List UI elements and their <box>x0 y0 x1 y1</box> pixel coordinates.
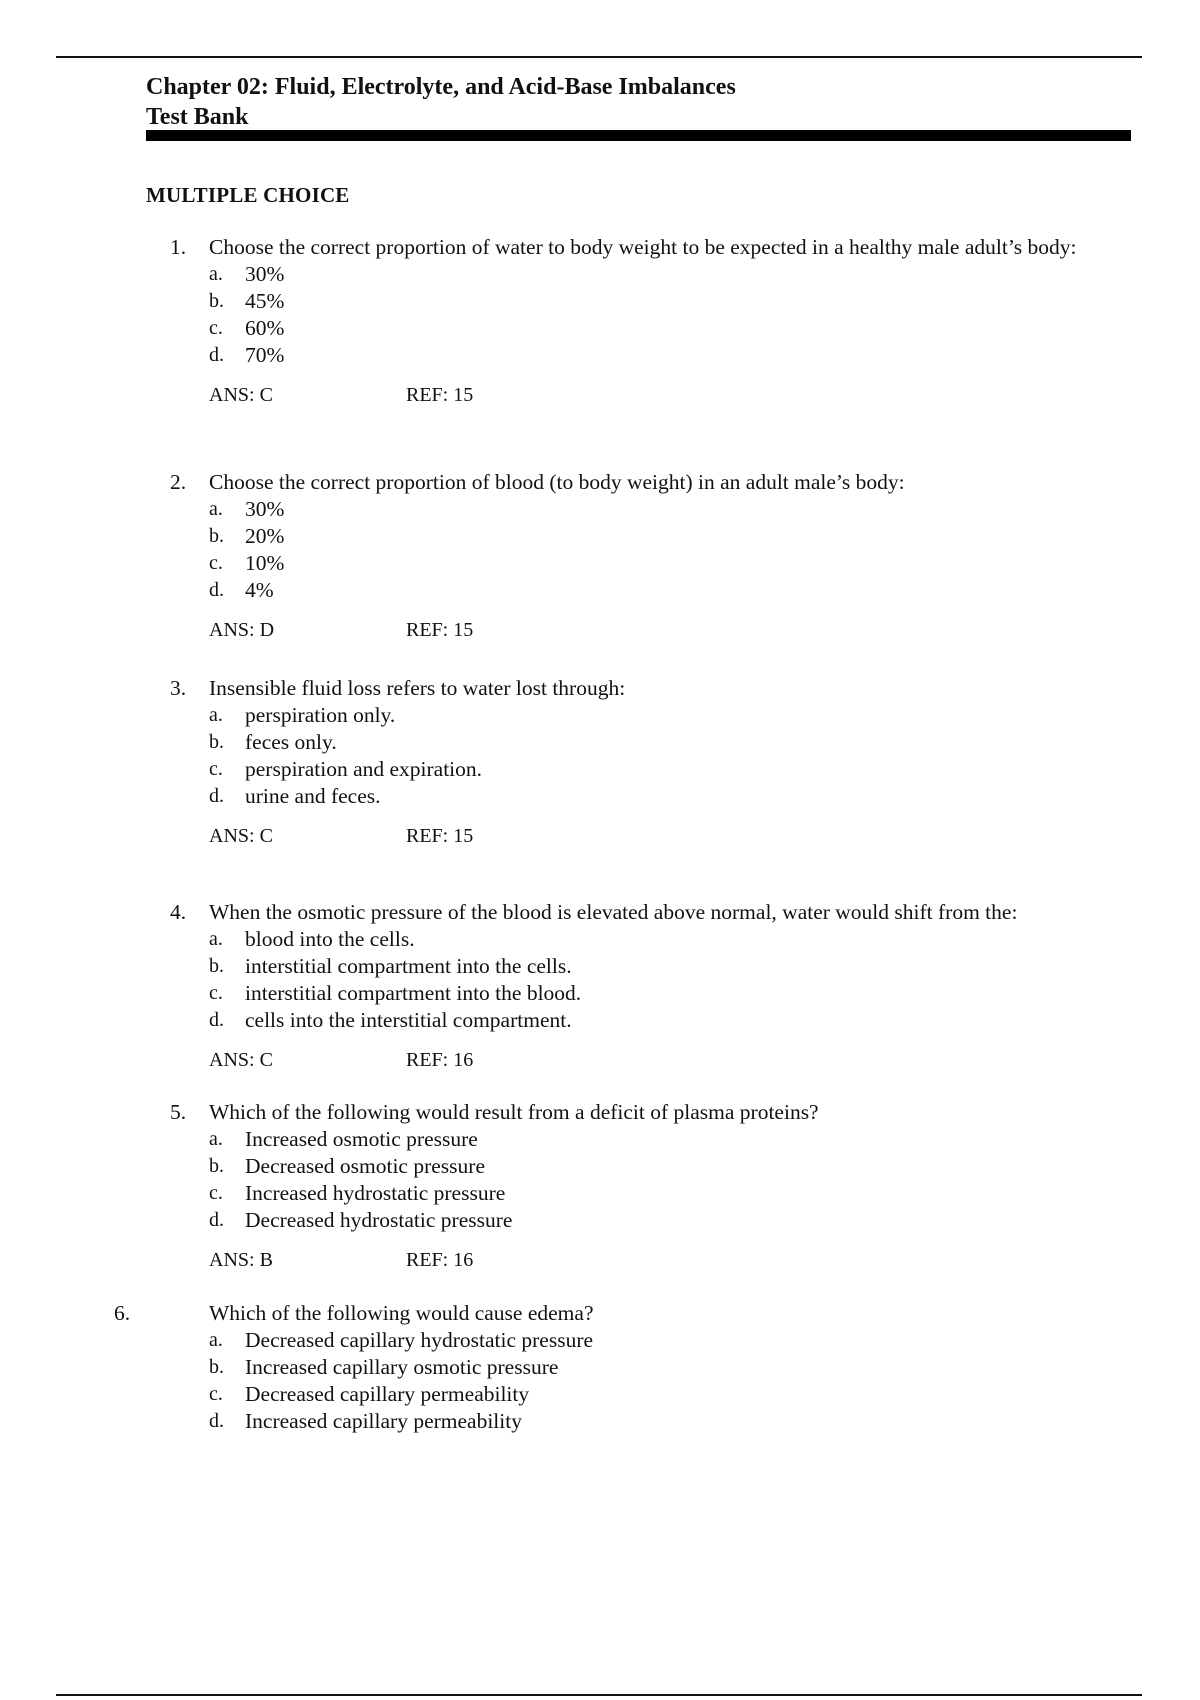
option-letter: d. <box>209 1410 224 1432</box>
option-letter: a. <box>209 1128 223 1150</box>
option-text: Decreased capillary hydrostatic pressure <box>245 1328 594 1352</box>
document-subtitle: Test Bank <box>146 104 249 130</box>
question-number: 4. <box>170 900 187 924</box>
option-letter: c. <box>209 1383 223 1405</box>
option-letter: d. <box>209 579 224 601</box>
page-reference: REF: 15 <box>406 384 474 406</box>
question-stem: Insensible fluid loss refers to water lost through: <box>209 676 626 700</box>
question-stem: Choose the correct proportion of water to body weight to be expected in a healthy male adult’s body: <box>209 235 1077 259</box>
option-c <box>209 1180 1130 1207</box>
answer-key: ANS: B <box>209 1249 273 1271</box>
option-text: 4% <box>245 578 274 602</box>
page-reference: REF: 16 <box>406 1249 474 1271</box>
option-letter: b. <box>209 731 224 753</box>
option-d <box>209 1007 1130 1034</box>
page-reference: REF: 15 <box>406 825 474 847</box>
question-number: 6. <box>114 1301 131 1325</box>
option-letter: a. <box>209 498 223 520</box>
question-stem: Choose the correct proportion of blood (to body weight) in an adult male’s body: <box>209 470 905 494</box>
option-text: Increased capillary permeability <box>245 1409 522 1433</box>
option-a <box>209 1126 1130 1153</box>
option-letter: d. <box>209 1009 224 1031</box>
answer-options <box>209 926 1130 1034</box>
answer-row <box>209 618 1130 642</box>
option-d <box>209 1207 1130 1234</box>
option-letter: b. <box>209 1155 224 1177</box>
option-text: feces only. <box>245 730 337 754</box>
chapter-title: Chapter 02: Fluid, Electrolyte, and Acid-Base Imbalances <box>146 74 736 100</box>
question-number: 5. <box>170 1100 187 1124</box>
top-rule <box>56 56 1142 58</box>
option-b <box>209 729 1130 756</box>
answer-key: ANS: D <box>209 619 275 641</box>
option-letter: a. <box>209 704 223 726</box>
option-a <box>209 496 1130 523</box>
question-3 <box>170 675 1130 848</box>
option-text: 20% <box>245 524 285 548</box>
option-letter: b. <box>209 290 224 312</box>
option-a <box>209 926 1130 953</box>
answer-row <box>209 1048 1130 1072</box>
option-text: Increased osmotic pressure <box>245 1127 478 1151</box>
option-b <box>209 953 1130 980</box>
header-divider <box>146 130 1131 141</box>
option-letter: a. <box>209 263 223 285</box>
answer-key: ANS: C <box>209 825 273 847</box>
option-c <box>209 1381 1130 1408</box>
question-5 <box>170 1099 1130 1272</box>
page-reference: REF: 16 <box>406 1049 474 1071</box>
option-text: 10% <box>245 551 285 575</box>
option-c <box>209 550 1130 577</box>
option-text: interstitial compartment into the blood. <box>245 981 582 1005</box>
option-text: perspiration only. <box>245 703 396 727</box>
option-letter: d. <box>209 785 224 807</box>
answer-key: ANS: C <box>209 1049 273 1071</box>
option-text: 45% <box>245 289 285 313</box>
answer-row <box>209 824 1130 848</box>
option-b <box>209 1354 1130 1381</box>
question-stem: Which of the following would cause edema? <box>209 1301 594 1325</box>
question-4 <box>170 899 1130 1072</box>
option-letter: c. <box>209 758 223 780</box>
section-heading: MULTIPLE CHOICE <box>146 183 350 207</box>
option-text: urine and feces. <box>245 784 381 808</box>
option-a <box>209 1327 1130 1354</box>
option-letter: c. <box>209 317 223 339</box>
option-text: Increased hydrostatic pressure <box>245 1181 506 1205</box>
option-c <box>209 756 1130 783</box>
page-reference: REF: 15 <box>406 619 474 641</box>
option-letter: a. <box>209 1329 223 1351</box>
question-number: 1. <box>170 235 187 259</box>
answer-options <box>209 1327 1130 1435</box>
option-text: blood into the cells. <box>245 927 415 951</box>
option-letter: d. <box>209 344 224 366</box>
option-letter: c. <box>209 552 223 574</box>
option-text: Decreased capillary permeability <box>245 1382 530 1406</box>
bottom-rule <box>56 1694 1142 1696</box>
option-a <box>209 261 1130 288</box>
answer-key: ANS: C <box>209 384 273 406</box>
option-c <box>209 980 1130 1007</box>
option-letter: d. <box>209 1209 224 1231</box>
answer-row <box>209 383 1130 407</box>
option-b <box>209 288 1130 315</box>
document-header <box>146 72 1131 132</box>
option-text: Decreased hydrostatic pressure <box>245 1208 513 1232</box>
answer-options <box>209 702 1130 810</box>
option-letter: b. <box>209 1356 224 1378</box>
question-6 <box>114 1300 1130 1435</box>
option-text: 30% <box>245 497 285 521</box>
question-2 <box>170 469 1130 642</box>
answer-options <box>209 496 1130 604</box>
option-b <box>209 1153 1130 1180</box>
option-letter: c. <box>209 1182 223 1204</box>
option-text: perspiration and expiration. <box>245 757 483 781</box>
answer-row <box>209 1248 1130 1272</box>
option-a <box>209 702 1130 729</box>
option-text: 60% <box>245 316 285 340</box>
option-letter: a. <box>209 928 223 950</box>
option-text: 30% <box>245 262 285 286</box>
question-stem: When the osmotic pressure of the blood is elevated above normal, water would shift from the: <box>209 900 1018 924</box>
question-stem: Which of the following would result from a deficit of plasma proteins? <box>209 1100 819 1124</box>
option-d <box>209 342 1130 369</box>
option-letter: b. <box>209 525 224 547</box>
option-text: interstitial compartment into the cells. <box>245 954 572 978</box>
option-c <box>209 315 1130 342</box>
question-number: 2. <box>170 470 187 494</box>
answer-options <box>209 261 1130 369</box>
question-number: 3. <box>170 676 187 700</box>
option-text: Increased capillary osmotic pressure <box>245 1355 559 1379</box>
option-text: Decreased osmotic pressure <box>245 1154 485 1178</box>
option-text: 70% <box>245 343 285 367</box>
answer-options <box>209 1126 1130 1234</box>
option-d <box>209 783 1130 810</box>
option-letter: c. <box>209 982 223 1004</box>
question-1 <box>170 234 1130 407</box>
option-text: cells into the interstitial compartment. <box>245 1008 572 1032</box>
option-letter: b. <box>209 955 224 977</box>
option-b <box>209 523 1130 550</box>
option-d <box>209 577 1130 604</box>
option-d <box>209 1408 1130 1435</box>
